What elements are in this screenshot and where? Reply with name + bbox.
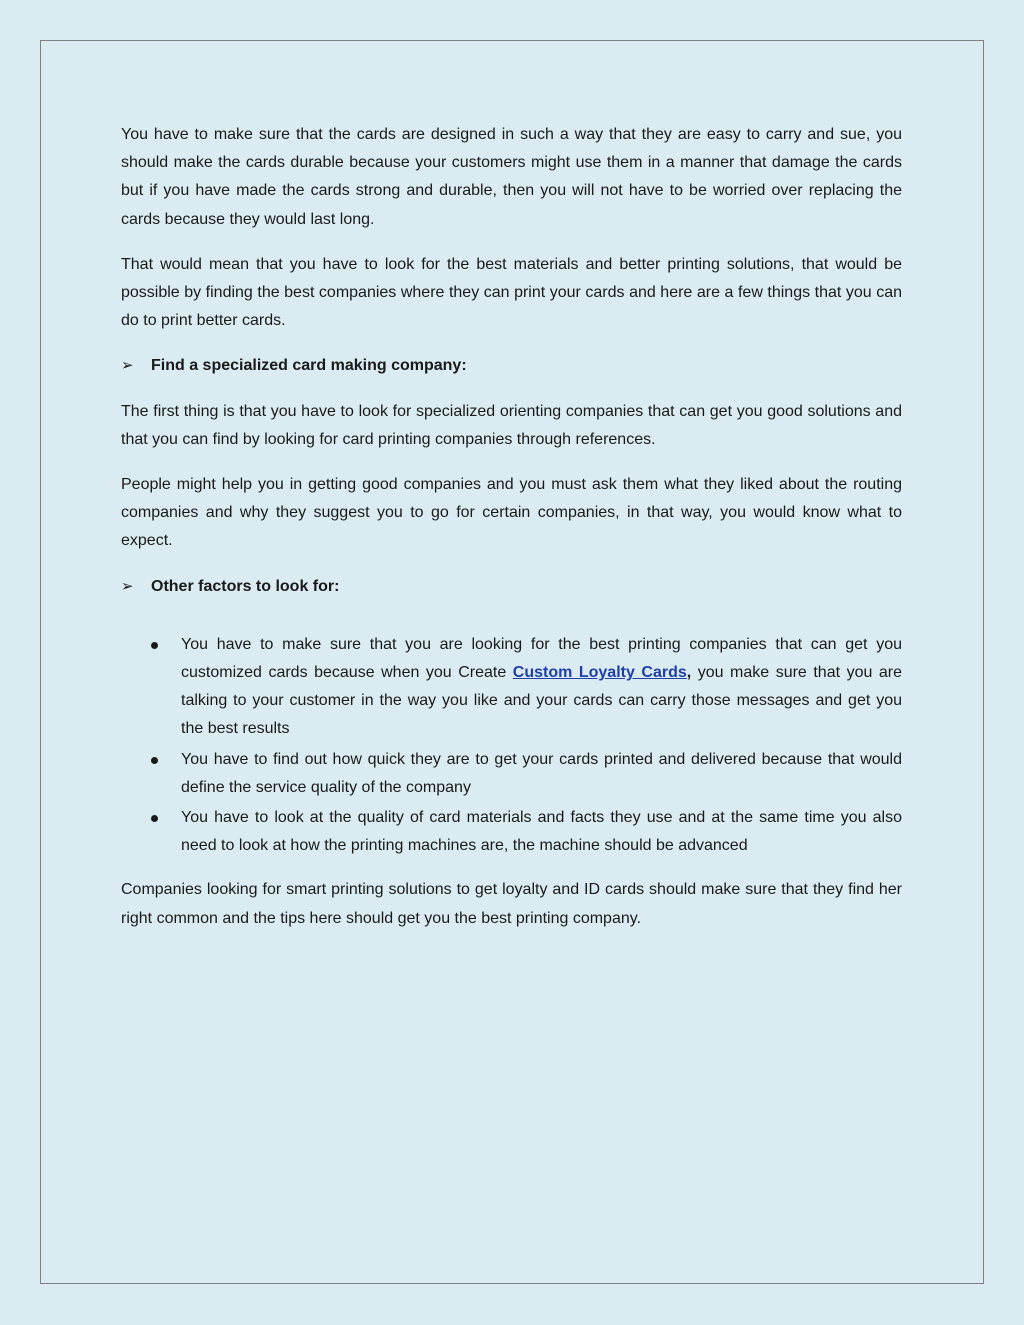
list-item-text: , <box>686 664 692 682</box>
heading-text: Find a specialized card making company: <box>151 357 467 375</box>
arrow-bullet-icon: ➢ <box>121 357 134 375</box>
bullet-dot-icon <box>151 757 158 764</box>
list-item-text: you make sure that you are talking to your customer in the way you like and your cards can carry those messages and get you the best results <box>181 664 903 738</box>
list-item <box>121 804 902 860</box>
list-item <box>121 746 902 802</box>
document-body <box>121 121 902 950</box>
paragraph-first-thing: The first thing is that you have to look for specialized orienting companies that can get you good solutions and that you can find by looking for card printing companies through references. <box>121 402 902 448</box>
paragraph-people-help: People might help you in getting good companies and you must ask them what they liked about the routing companies and why they suggest you to go for certain companies, in that way, you would know what to expect. <box>121 476 902 550</box>
paragraph-intro: You have to make sure that the cards are designed in such a way that they are easy to carry and sue, you should make the cards durable because your customers might use them in a manner that damage the cards but if you have made the cards strong and durable, then you will not have to be worried over replacing the cards because they would last long. <box>121 126 902 228</box>
heading-specialized-company <box>121 352 902 380</box>
bullet-dot-icon <box>151 642 158 649</box>
factors-list <box>121 631 902 861</box>
list-item <box>121 631 902 744</box>
list-item-text: You have to look at the quality of card materials and facts they use and at the same time you also need to look at how the printing machines are, the machine should be advanced <box>181 809 902 855</box>
document-page <box>40 40 984 1284</box>
custom-loyalty-cards-link[interactable]: Custom Loyalty Cards <box>512 664 687 682</box>
paragraph-materials: That would mean that you have to look for the best materials and better printing solutions, that would be possible by finding the best companies where they can print your cards and here are a few things that you can do to print better cards. <box>121 255 902 330</box>
bullet-dot-icon <box>151 815 158 822</box>
list-item-text: You have to make sure that you are looking for the best printing companies that can get you customized cards because when you Create <box>181 635 902 682</box>
list-item-text: You have to find out how quick they are to get your cards printed and delivered because that would define the service quality of the company <box>181 750 902 796</box>
arrow-bullet-icon: ➢ <box>121 577 134 595</box>
paragraph-conclusion: Companies looking for smart printing solutions to get loyalty and ID cards should make sure that they find her right common and the tips here should get you the best printing company. <box>121 881 902 927</box>
heading-other-factors <box>121 573 902 601</box>
heading-text: Other factors to look for: <box>151 577 340 595</box>
